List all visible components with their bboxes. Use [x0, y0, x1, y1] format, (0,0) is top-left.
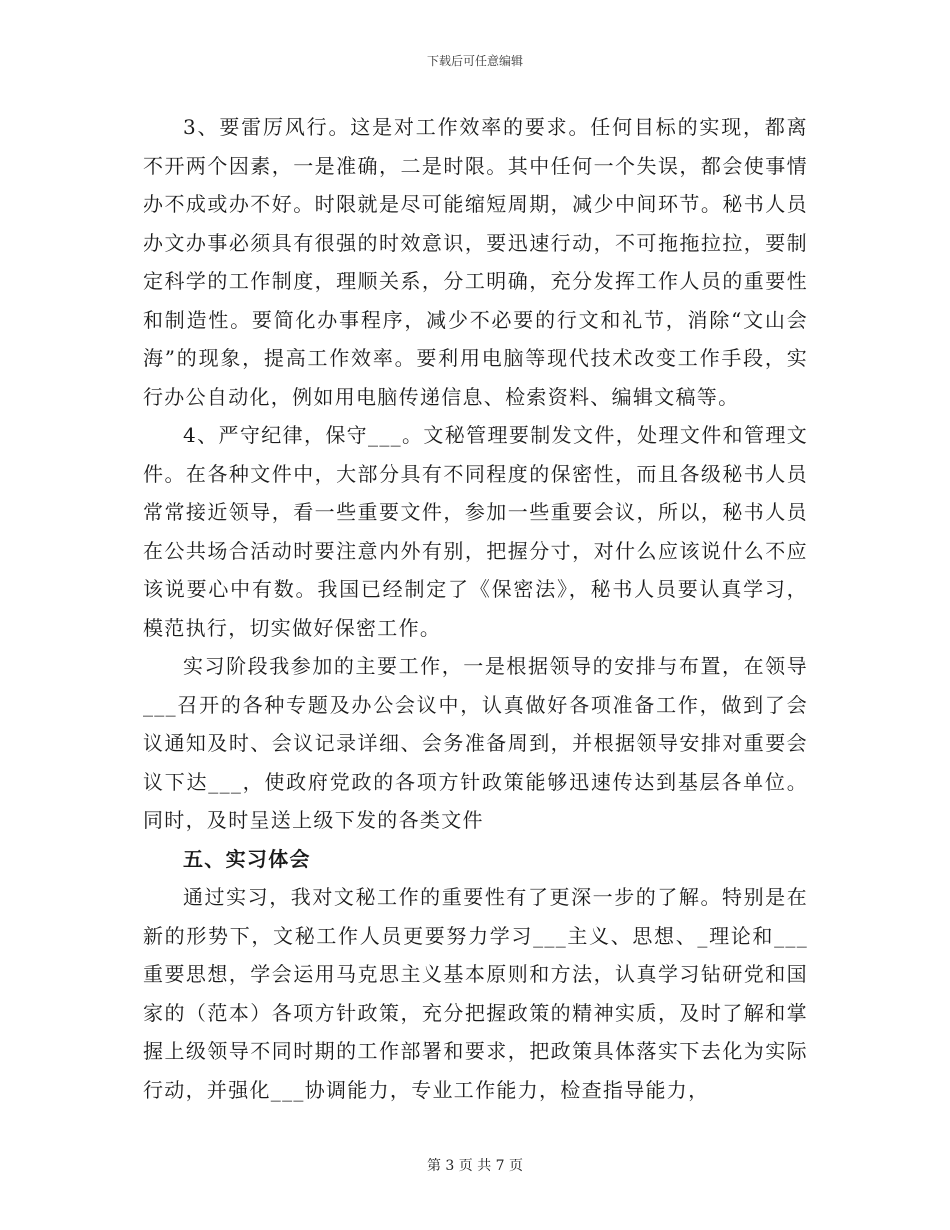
paragraph-efficiency: 3、要雷厉风行。这是对工作效率的要求。任何目标的实现，都离不开两个因素，一是准确，二是时限。其中任何一个失误，都会使事情办不成或办不好。时限就是尽可能缩短周期，减少中间环节。秘书人员办文办事必须具有很强的时效意识，要迅速行动，不可拖拖拉拉，要制定科学的工作制度，理顺关系，分工明确，充分发挥工作人员的重要性和制造性。要简化办事程序，减少不必要的行文和礼节，消除“文山会海”的现象，提高工作效率。要利用电脑等现代技术改变工作手段，实行办公自动化，例如用电脑传递信息、检索资料、编辑文稿等。	[143, 115, 808, 409]
paragraph-confidentiality: 4、严守纪律，保守___。文秘管理要制发文件，处理文件和管理文件。在各种文件中，大部分具有不同程度的保密性，而且各级秘书人员常常接近领导，看一些重要文件，参加一些重要会议，所以，秘书人员在公共场合活动时要注意内外有别，把握分寸，对什么应该说什么不应该说要心中有数。我国已经制定了《保密法》，秘书人员要认真学习，模范执行，切实做好保密工作。	[143, 423, 808, 640]
paragraph-internship-reflection: 通过实习，我对文秘工作的重要性有了更深一步的了解。特别是在新的形势下，文秘工作人员更要努力学习___主义、思想、_理论和___重要思想，学会运用马克思主义基本原则和方法，认真学习钻研党和国家的（范本）各项方针政策，充分把握政策的精神实质，及时了解和掌握上级领导不同时期的工作部署和要求，把政策具体落实下去化为实际行动，并强化___协调能力，专业工作能力，检查指导能力，	[143, 885, 808, 1102]
page-number: 第 3 页 共 7 页	[426, 1158, 524, 1174]
paragraph-internship-work: 实习阶段我参加的主要工作，一是根据领导的安排与布置，在领导___召开的各种专题及办公会议中，认真做好各项准备工作，做到了会议通知及时、会议记录详细、会务准备周到，并根据领导安排对重要会议下达___，使政府党政的各项方针政策能够迅速传达到基层各单位。同时，及时呈送上级下发的各类文件	[143, 654, 808, 832]
page-header: 下载后可任意编辑	[426, 54, 523, 68]
section-heading: 五、实习体会	[183, 846, 311, 871]
document-body	[143, 108, 808, 1109]
